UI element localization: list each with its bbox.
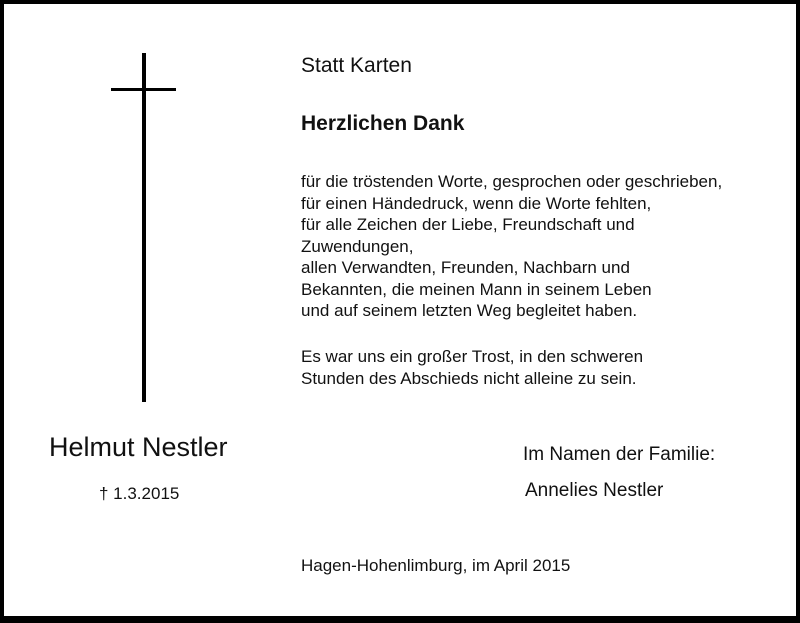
body-line: für die tröstenden Worte, gesprochen oder geschrieben, xyxy=(301,172,723,191)
body-line: für alle Zeichen der Liebe, Freundschaft und xyxy=(301,215,635,234)
body-line: Zuwendungen, xyxy=(301,236,414,256)
death-date: † 1.3.2015 xyxy=(99,484,180,503)
intro-text: Statt Karten xyxy=(301,54,412,77)
cross-horizontal-bar xyxy=(111,88,176,91)
body-line: allen Verwandten, Freunden, Nachbarn und xyxy=(301,258,630,277)
obituary-card xyxy=(4,4,796,616)
body-line: Bekannten, die meinen Mann in seinem Leben xyxy=(301,279,652,299)
thanks-heading: Herzlichen Dank xyxy=(301,112,465,135)
closing-line: Stunden des Abschieds nicht alleine zu sein. xyxy=(301,368,637,388)
body-line: und auf seinem letzten Weg begleitet haben. xyxy=(301,301,638,320)
body-line: für einen Händedruck, wenn die Worte fehlten, xyxy=(301,193,652,213)
cross-vertical-bar xyxy=(142,53,146,402)
place-date: Hagen-Hohenlimburg, im April 2015 xyxy=(301,556,571,575)
family-label: Im Namen der Familie: xyxy=(523,444,716,465)
thanks-paragraph xyxy=(301,171,722,322)
sender-name: Annelies Nestler xyxy=(525,480,664,501)
closing-paragraph xyxy=(301,346,643,389)
deceased-name: Helmut Nestler xyxy=(49,432,228,462)
closing-line: Es war uns ein großer Trost, in den schweren xyxy=(301,347,644,366)
